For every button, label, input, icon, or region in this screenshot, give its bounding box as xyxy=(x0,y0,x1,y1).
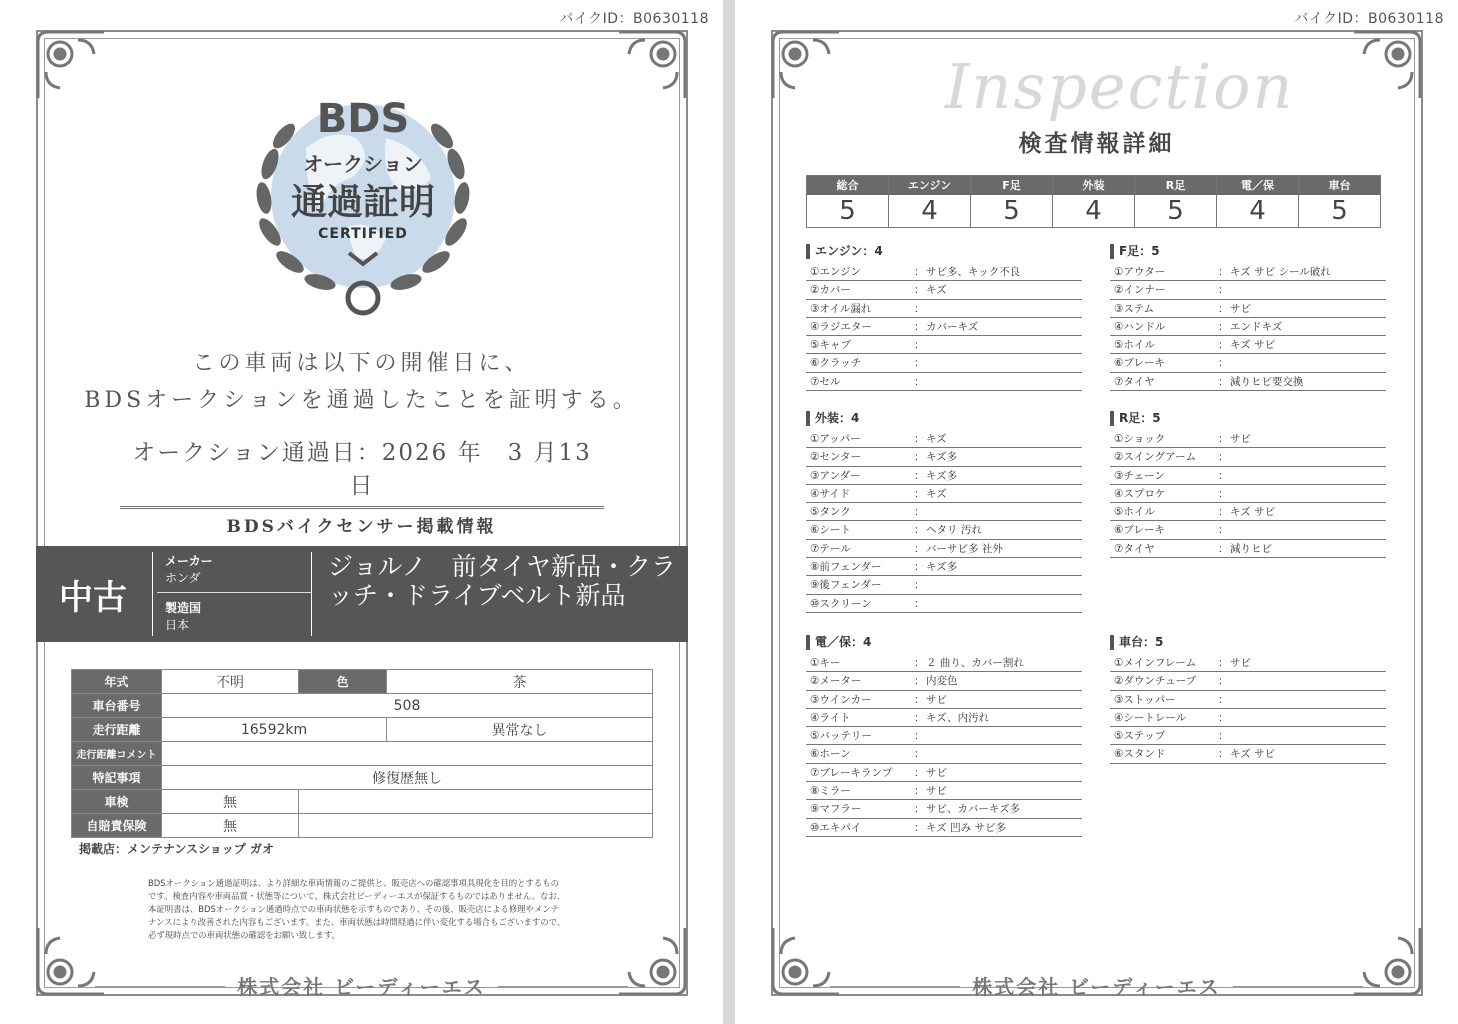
table-row xyxy=(72,742,653,766)
item-value xyxy=(1230,521,1386,538)
auction-date: オークション通過日：2026 年 3 月13日 xyxy=(120,434,604,509)
block-heading: R足：5 xyxy=(1110,411,1386,426)
inspection-label: 車検 xyxy=(72,790,162,814)
inspection-script-title: Inspection xyxy=(945,50,1295,123)
item-name: ⑤バッテリー xyxy=(810,730,872,743)
spec-table xyxy=(71,669,653,838)
score-cell xyxy=(1053,175,1135,228)
section-title: BDSバイクセンサー掲載情報 xyxy=(226,517,497,537)
score-cell xyxy=(971,175,1053,228)
list-item xyxy=(1110,503,1386,521)
list-item xyxy=(1110,672,1386,690)
score-summary xyxy=(806,175,1381,228)
item-value: キズ多 xyxy=(926,451,958,464)
item-name: ⑥シート xyxy=(810,524,851,537)
item-value: サビ、カバーキズ多 xyxy=(926,803,1021,816)
list-item xyxy=(806,672,1082,690)
item-value: キズ サビ xyxy=(1230,748,1276,761)
inspection-block xyxy=(806,635,1082,837)
item-value: エンドキズ xyxy=(1230,320,1283,333)
list-item xyxy=(806,300,1082,318)
item-value xyxy=(926,373,1082,390)
item-colon: ： xyxy=(1218,451,1229,464)
emblem-line2: 通過証明 xyxy=(290,181,435,223)
list-item xyxy=(806,354,1082,372)
item-value xyxy=(926,336,1082,353)
list-item xyxy=(806,709,1082,727)
item-colon: ： xyxy=(914,375,925,388)
list-item xyxy=(806,819,1082,837)
list-item xyxy=(1110,521,1386,539)
score-cell xyxy=(1217,175,1299,228)
item-value: キズ サビ シール破れ xyxy=(1230,266,1331,278)
vehicle-meta xyxy=(152,552,312,636)
score-label: 車台 xyxy=(1299,176,1380,195)
company-name: 株式会社 ビーディーエス xyxy=(972,975,1221,999)
item-name: ③ウインカー xyxy=(810,693,872,706)
item-value: サビ xyxy=(1230,433,1251,445)
item-value: サビ多、キック不良 xyxy=(926,266,1021,278)
table-row xyxy=(72,694,653,718)
item-colon: ： xyxy=(914,561,925,574)
ornament-corner-icon xyxy=(34,28,108,102)
item-colon: ： xyxy=(914,542,925,555)
mileage-label: 走行距離 xyxy=(72,718,162,742)
list-item xyxy=(806,727,1082,745)
block-heading: 電／保：4 xyxy=(806,635,1082,650)
block-heading: エンジン：4 xyxy=(806,244,1082,259)
table-row xyxy=(72,670,653,694)
item-name: ⑥ブレーキ xyxy=(1114,357,1165,370)
item-colon: ： xyxy=(914,524,925,537)
item-name: ③オイル漏れ xyxy=(810,302,872,315)
item-name: ⑧ミラー xyxy=(810,785,851,798)
list-item xyxy=(806,764,1082,782)
item-name: ④スプロケ xyxy=(1114,487,1166,500)
item-name: ⑩エキパイ xyxy=(810,821,862,834)
notes-value: 修復歴無し xyxy=(162,766,653,790)
item-colon: ： xyxy=(1218,542,1229,555)
item-value: キズ xyxy=(926,433,947,445)
list-item xyxy=(806,540,1082,558)
item-colon: ： xyxy=(1218,433,1229,445)
score-cell xyxy=(889,175,971,228)
item-value: ２ 曲り、カバー割れ xyxy=(926,657,1024,669)
item-colon: ： xyxy=(1218,339,1229,352)
list-item xyxy=(1110,745,1386,763)
inspection-extra xyxy=(299,790,653,814)
item-colon: ： xyxy=(914,451,925,464)
item-name: ④ハンドル xyxy=(1114,320,1166,333)
score-value: 5 xyxy=(839,196,856,226)
item-value: サビ xyxy=(926,693,947,706)
maker-value: ホンダ xyxy=(165,571,201,585)
block-heading: 車台：5 xyxy=(1110,635,1386,650)
list-item xyxy=(806,576,1082,594)
item-value xyxy=(1230,448,1386,465)
item-value: ヘタリ 汚れ xyxy=(926,524,982,537)
item-value xyxy=(926,503,1082,520)
item-colon: ： xyxy=(914,469,925,482)
item-name: ③アンダー xyxy=(810,469,861,482)
item-name: ①キー xyxy=(810,657,841,669)
list-item xyxy=(1110,727,1386,745)
mileage-comment-label: 走行距離コメント xyxy=(72,742,162,766)
item-name: ①アウター xyxy=(1114,266,1166,278)
item-colon: ： xyxy=(914,803,925,816)
statement-line1: この車両は以下の開催日に、 xyxy=(192,351,531,376)
list-item xyxy=(1110,691,1386,709)
item-colon: ： xyxy=(914,657,925,669)
score-value: 5 xyxy=(1003,196,1020,226)
item-value xyxy=(926,745,1082,762)
item-colon: ： xyxy=(914,487,925,500)
item-colon: ： xyxy=(914,693,925,706)
item-name: ②スイングアーム xyxy=(1114,451,1197,464)
item-colon: ： xyxy=(1218,266,1229,278)
item-value xyxy=(1230,485,1386,502)
item-value xyxy=(926,727,1082,744)
item-colon: ： xyxy=(914,433,925,445)
item-name: ③ステム xyxy=(1114,302,1155,315)
list-item xyxy=(806,800,1082,818)
item-value xyxy=(1230,467,1386,484)
item-value: 減りヒビ要交換 xyxy=(1230,375,1304,388)
item-name: ①ショック xyxy=(1114,433,1166,445)
insurance-extra xyxy=(299,814,653,838)
item-name: ④シートレール xyxy=(1114,711,1187,724)
company-name: 株式会社 ビーディーエス xyxy=(237,975,486,999)
item-value xyxy=(1230,709,1386,726)
list-item xyxy=(806,467,1082,485)
inspection-block xyxy=(1110,411,1386,558)
block-heading: F足：5 xyxy=(1110,244,1386,259)
item-value: キズ サビ xyxy=(1230,506,1276,519)
item-colon: ： xyxy=(1218,469,1229,482)
bike-id: バイクID：B0630118 xyxy=(559,11,709,27)
item-name: ⑥ホーン xyxy=(810,748,851,761)
list-item xyxy=(1110,430,1386,448)
item-name: ②メーター xyxy=(810,675,862,688)
list-item xyxy=(806,521,1082,539)
list-item xyxy=(1110,709,1386,727)
item-value: キズ多 xyxy=(926,469,958,482)
item-name: ④ラジエター xyxy=(810,320,872,333)
list-item xyxy=(806,448,1082,466)
item-colon: ： xyxy=(914,284,925,297)
score-label: エンジン xyxy=(889,176,970,195)
score-value: 4 xyxy=(1085,196,1102,226)
list-item xyxy=(1110,354,1386,372)
item-colon: ： xyxy=(914,766,925,779)
item-colon: ： xyxy=(1218,730,1229,743)
item-colon: ： xyxy=(1218,320,1229,333)
emblem-brand: BDS xyxy=(316,96,410,142)
item-colon: ： xyxy=(914,579,925,592)
score-value: 5 xyxy=(1167,196,1184,226)
list-item xyxy=(1110,300,1386,318)
item-name: ②インナー xyxy=(1114,284,1166,297)
list-item xyxy=(806,558,1082,576)
vehicle-band xyxy=(36,546,688,642)
mileage-status: 異常なし xyxy=(387,718,653,742)
item-colon: ： xyxy=(1218,302,1229,315)
item-name: ⑦テール xyxy=(810,542,851,555)
list-item xyxy=(806,503,1082,521)
list-item xyxy=(1110,467,1386,485)
item-colon: ： xyxy=(1218,657,1229,669)
item-colon: ： xyxy=(1218,711,1229,724)
item-value xyxy=(926,576,1082,593)
item-name: ②センター xyxy=(810,451,861,464)
item-name: ③ストッパー xyxy=(1114,693,1176,706)
list-item xyxy=(1110,318,1386,336)
item-value: キズ多 xyxy=(926,561,958,574)
item-colon: ： xyxy=(1218,748,1229,761)
item-value: サビ xyxy=(926,766,947,779)
maker-label: メーカー xyxy=(165,554,213,568)
item-value: キズ、内汚れ xyxy=(926,711,990,724)
item-name: ⑥ブレーキ xyxy=(1114,524,1165,537)
score-cell xyxy=(1299,175,1381,228)
score-value: 4 xyxy=(921,196,938,226)
item-name: ②カバー xyxy=(810,284,851,297)
shop-name: 掲載店：メンテナンスショップ ガオ xyxy=(79,842,274,856)
frame-label: 車台番号 xyxy=(72,694,162,718)
list-item xyxy=(806,318,1082,336)
item-name: ⑦タイヤ xyxy=(1114,542,1155,555)
mileage-comment-value xyxy=(162,742,653,766)
score-cell xyxy=(1135,175,1217,228)
list-item xyxy=(1110,540,1386,558)
item-value xyxy=(926,354,1082,371)
score-value: 5 xyxy=(1331,196,1348,226)
frame-value: 508 xyxy=(162,694,653,718)
item-name: ⑦タイヤ xyxy=(1114,375,1155,388)
item-colon: ： xyxy=(1218,487,1229,500)
item-colon: ： xyxy=(914,302,925,315)
item-colon: ： xyxy=(1218,284,1229,297)
list-item xyxy=(1110,448,1386,466)
item-name: ③チェーン xyxy=(1114,469,1165,482)
item-colon: ： xyxy=(914,339,925,352)
item-colon: ： xyxy=(1218,506,1229,519)
item-name: ④サイド xyxy=(810,487,851,500)
inspection-value: 無 xyxy=(162,790,299,814)
item-name: ⑨後フェンダー xyxy=(810,579,882,592)
item-colon: ： xyxy=(914,506,925,519)
item-value: 内変色 xyxy=(926,675,958,688)
score-label: R足 xyxy=(1135,176,1216,195)
list-item xyxy=(806,691,1082,709)
inspection-block xyxy=(806,411,1082,613)
item-value: サビ xyxy=(926,785,947,798)
item-name: ⑤ホイル xyxy=(1114,339,1155,352)
insurance-value: 無 xyxy=(162,814,299,838)
item-colon: ： xyxy=(914,711,925,724)
score-label: 外装 xyxy=(1053,176,1134,195)
item-value xyxy=(1230,281,1386,298)
table-row xyxy=(72,790,653,814)
item-value xyxy=(1230,672,1386,689)
item-value: バーサビ多 社外 xyxy=(926,542,1003,555)
item-colon: ： xyxy=(914,597,925,610)
mileage-value: 16592km xyxy=(162,718,387,742)
item-name: ④ライト xyxy=(810,711,851,724)
item-name: ②ダウンチューブ xyxy=(1114,675,1197,688)
ornament-corner-icon xyxy=(769,28,843,102)
item-value xyxy=(926,300,1082,317)
item-name: ①エンジン xyxy=(810,266,861,278)
list-item xyxy=(806,281,1082,299)
list-item xyxy=(1110,373,1386,391)
insurance-label: 自賠責保険 xyxy=(72,814,162,838)
list-item xyxy=(1110,281,1386,299)
year-value: 不明 xyxy=(162,670,299,694)
score-label: 総合 xyxy=(807,176,888,195)
item-value: カバーキズ xyxy=(926,320,979,333)
country-value: 日本 xyxy=(165,618,190,632)
item-name: ⑧前フェンダー xyxy=(810,561,882,574)
block-heading: 外装：4 xyxy=(806,411,1082,426)
score-label: F足 xyxy=(971,176,1052,195)
vehicle-title: ジョルノ 前タイヤ新品・クラッチ・ドライブベルト新品 xyxy=(328,552,677,610)
list-item xyxy=(1110,654,1386,672)
item-colon: ： xyxy=(1218,693,1229,706)
list-item xyxy=(1110,485,1386,503)
inspection-block xyxy=(1110,244,1386,391)
emblem-line1: オークション xyxy=(303,152,423,176)
table-row xyxy=(72,814,653,838)
item-colon: ： xyxy=(1218,357,1229,370)
item-colon: ： xyxy=(914,675,925,688)
list-item xyxy=(806,430,1082,448)
list-item xyxy=(806,263,1082,281)
statement-line2: BDSオークションを通過したことを証明する。 xyxy=(84,388,639,413)
item-colon: ： xyxy=(1218,524,1229,537)
list-item xyxy=(806,654,1082,672)
item-value xyxy=(926,595,1082,612)
list-item xyxy=(806,745,1082,763)
color-value: 茶 xyxy=(387,670,653,694)
ornament-corner-icon xyxy=(1350,28,1424,102)
item-value xyxy=(1230,354,1386,371)
item-name: ⑥クラッチ xyxy=(810,357,862,370)
item-name: ⑤ステップ xyxy=(1114,730,1166,743)
item-colon: ： xyxy=(914,730,925,743)
item-value: サビ xyxy=(1230,657,1251,669)
item-value: キズ 凹み サビ多 xyxy=(926,821,1006,834)
disclaimer: BDSオークション通過証明は、より詳細な車両情報のご提供と、販売店への確認事項具現化を目的とするものです。検査内容や車両品質・状態等について、株式会社ビーディーエスが保証するものではありません。なお、本証明書は、BDSオークション通過時点での車両状態を示すものであり、その後、販売店による修理やメンテナンスにより改善された内容もございます。また、車両状態は時間経過に伴い変化する場合もございますので、必ず現時点での車両状態の確認をお願い致します。 xyxy=(148,878,566,940)
bike-id: バイクID：B0630118 xyxy=(1294,11,1444,27)
item-name: ①メインフレーム xyxy=(1114,657,1197,669)
list-item xyxy=(806,336,1082,354)
notes-label: 特記事項 xyxy=(72,766,162,790)
score-value: 4 xyxy=(1249,196,1266,226)
item-name: ⑦セル xyxy=(810,375,841,388)
item-name: ⑨マフラー xyxy=(810,803,862,816)
certificate-page xyxy=(0,0,723,1024)
item-name: ⑤ホイル xyxy=(1114,506,1155,519)
country-label: 製造国 xyxy=(165,601,202,615)
ornament-corner-icon xyxy=(615,28,689,102)
emblem-certified: CERTIFIED xyxy=(318,226,408,242)
inspection-block xyxy=(1110,635,1386,764)
color-label: 色 xyxy=(299,670,387,694)
list-item xyxy=(806,373,1082,391)
item-colon: ： xyxy=(1218,675,1229,688)
item-value: キズ xyxy=(926,487,947,500)
list-item xyxy=(806,595,1082,613)
item-value: キズ xyxy=(926,284,947,297)
table-row xyxy=(72,718,653,742)
item-value xyxy=(1230,691,1386,708)
list-item xyxy=(1110,336,1386,354)
item-name: ⑤タンク xyxy=(810,506,851,519)
condition-label: 中古 xyxy=(59,577,127,618)
item-colon: ： xyxy=(1218,375,1229,388)
item-colon: ： xyxy=(914,320,925,333)
item-name: ⑥スタンド xyxy=(1114,748,1166,761)
item-colon: ： xyxy=(914,357,925,370)
item-value: キズ サビ xyxy=(1230,339,1276,352)
score-cell xyxy=(806,175,889,228)
inspection-title: 検査情報詳細 xyxy=(1018,130,1175,157)
list-item xyxy=(806,782,1082,800)
item-colon: ： xyxy=(914,821,925,834)
list-item xyxy=(1110,263,1386,281)
item-colon: ： xyxy=(914,266,925,278)
item-name: ①アッパー xyxy=(810,433,861,445)
year-label: 年式 xyxy=(72,670,162,694)
inspection-block xyxy=(806,244,1082,391)
item-value: 減りヒビ xyxy=(1230,542,1272,555)
item-name: ⑩スクリーン xyxy=(810,597,872,610)
item-colon: ： xyxy=(914,748,925,761)
item-name: ⑦ブレーキランプ xyxy=(810,766,893,779)
item-colon: ： xyxy=(914,785,925,798)
item-value xyxy=(1230,727,1386,744)
table-row xyxy=(72,766,653,790)
score-label: 電／保 xyxy=(1217,176,1298,195)
item-value: サビ xyxy=(1230,302,1251,315)
meta-divider xyxy=(157,592,311,593)
item-name: ⑤キャブ xyxy=(810,339,851,352)
list-item xyxy=(806,485,1082,503)
